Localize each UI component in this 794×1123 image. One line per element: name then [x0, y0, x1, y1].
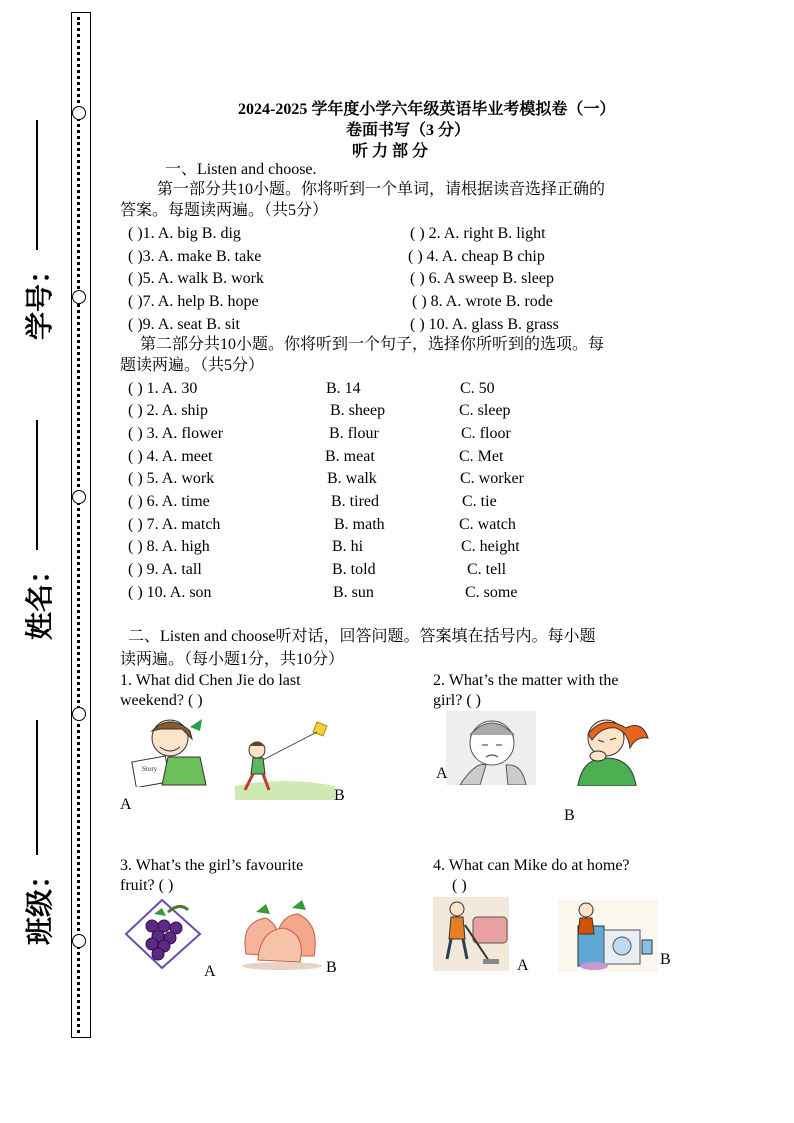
section1-heading: 一、Listen and choose. — [165, 161, 317, 178]
part2-option-c: C. sleep — [459, 402, 511, 419]
part2-option-b: B. math — [334, 516, 385, 533]
part2-option-c: C. worker — [460, 470, 524, 487]
question-4: 4. What can Mike do at home? — [433, 857, 630, 874]
part2-question: ( ) 1. A. 30 — [128, 380, 198, 397]
binding-hole — [72, 490, 86, 504]
part2-question: ( ) 5. A. work — [128, 470, 215, 487]
part2-intro-cont: 题读两遍。（共5分） — [120, 357, 265, 374]
q2-label-a: A — [436, 765, 448, 782]
part2-option-c: C. 50 — [460, 380, 495, 397]
peaches-picture — [236, 898, 328, 970]
binding-hole — [72, 106, 86, 120]
part2-question: ( ) 4. A. meet — [128, 448, 213, 465]
handwriting-score: 卷面书写（3 分） — [346, 122, 471, 139]
part1-question: ( ) 6. A sweep B. sleep — [410, 270, 554, 287]
binding-margin — [71, 12, 91, 1038]
part2-question: ( ) 6. A. time — [128, 493, 210, 510]
svg-text:Story: Story — [142, 765, 158, 773]
part1-question: ( )5. A. walk B. work — [128, 270, 264, 287]
part2-question: ( ) 2. A. ship — [128, 402, 208, 419]
student-id-label: 学号： — [23, 255, 56, 340]
part2-option-b: B. 14 — [326, 380, 361, 397]
part2-question: ( ) 7. A. match — [128, 516, 221, 533]
part1-question: ( )3. A. make B. take — [128, 248, 262, 265]
part2-option-b: B. tired — [331, 493, 379, 510]
part2-option-c: C. tie — [462, 493, 497, 510]
student-name-label: 姓名： — [23, 555, 56, 640]
section2-heading-cont: 读两遍。（每小题1分，共10分） — [120, 651, 345, 668]
class-fill-line — [36, 720, 38, 855]
q4-label-a: A — [517, 957, 529, 974]
listening-heading: 听 力 部 分 — [352, 143, 429, 160]
girl-flying-kite-picture — [235, 716, 335, 800]
binding-hole — [72, 707, 86, 721]
id-fill-line — [36, 120, 38, 250]
question-2: 2. What’s the matter with the — [433, 672, 619, 689]
part2-option-c: C. Met — [459, 448, 504, 465]
part1-question: ( )9. A. seat B. sit — [128, 316, 240, 333]
part2-option-b: B. meat — [325, 448, 375, 465]
q4-label-b: B — [660, 951, 671, 968]
q3-label-b: B — [326, 959, 337, 976]
part2-option-b: B. hi — [332, 538, 364, 555]
part1-question: ( ) 8. A. wrote B. rode — [412, 293, 553, 310]
part2-option-c: C. watch — [459, 516, 516, 533]
q2-label-b: B — [564, 807, 575, 824]
question-1-cont: weekend? ( ) — [120, 692, 203, 709]
part2-option-b: B. sun — [333, 584, 374, 601]
q1-label-b: B — [334, 787, 345, 804]
part2-option-c: C. tell — [467, 561, 507, 578]
part1-question: ( )7. A. help B. hope — [128, 293, 259, 310]
girl-headache-picture — [446, 711, 536, 785]
part2-option-b: B. flour — [329, 425, 379, 442]
part2-option-c: C. floor — [461, 425, 511, 442]
part1-intro: 第一部分共10小题。你将听到一个单词，请根据读音选择正确的 — [157, 181, 606, 198]
class-label: 班级： — [23, 860, 56, 945]
boy-washing-clothes-picture — [558, 900, 658, 972]
section2-heading: 二、Listen and choose听对话，回答问题。答案填在括号内。每小题 — [128, 628, 596, 645]
part2-question: ( ) 8. A. high — [128, 538, 210, 555]
name-fill-line — [36, 420, 38, 550]
binding-hole — [72, 934, 86, 948]
girl-toothache-picture — [566, 714, 656, 786]
part2-option-b: B. told — [332, 561, 376, 578]
question-4-cont: ( ) — [452, 877, 467, 894]
grapes-picture — [124, 898, 202, 970]
part2-option-c: C. height — [461, 538, 520, 555]
binding-hole — [72, 290, 86, 304]
part2-question: ( ) 10. A. son — [128, 584, 212, 601]
part2-question: ( ) 3. A. flower — [128, 425, 224, 442]
part2-option-c: C. some — [465, 584, 518, 601]
part2-question: ( ) 9. A. tall — [128, 561, 202, 578]
part2-option-b: B. walk — [327, 470, 377, 487]
part1-question: ( ) 4. A. cheap B chip — [408, 248, 545, 265]
part1-question: ( ) 10. A. glass B. grass — [410, 316, 559, 333]
part1-intro-cont: 答案。每题读两遍。（共5分） — [120, 202, 329, 219]
page-title: 2024-2025 学年度小学六年级英语毕业考模拟卷（一） — [238, 101, 616, 118]
q3-label-a: A — [204, 963, 216, 980]
q1-label-a: A — [120, 796, 132, 813]
part2-option-b: B. sheep — [330, 402, 386, 419]
boy-mopping-picture — [433, 897, 509, 971]
question-2-cont: girl? ( ) — [433, 692, 481, 709]
girl-reading-picture — [120, 713, 212, 787]
question-3: 3. What’s the girl’s favourite — [120, 857, 304, 874]
question-3-cont: fruit? ( ) — [120, 877, 174, 894]
question-1: 1. What did Chen Jie do last — [120, 672, 301, 689]
part1-question: ( )1. A. big B. dig — [128, 225, 241, 242]
part1-question: ( ) 2. A. right B. light — [410, 225, 546, 242]
part2-intro: 第二部分共10小题。你将听到一个句子，选择你所听到的选项。每 — [140, 336, 605, 353]
